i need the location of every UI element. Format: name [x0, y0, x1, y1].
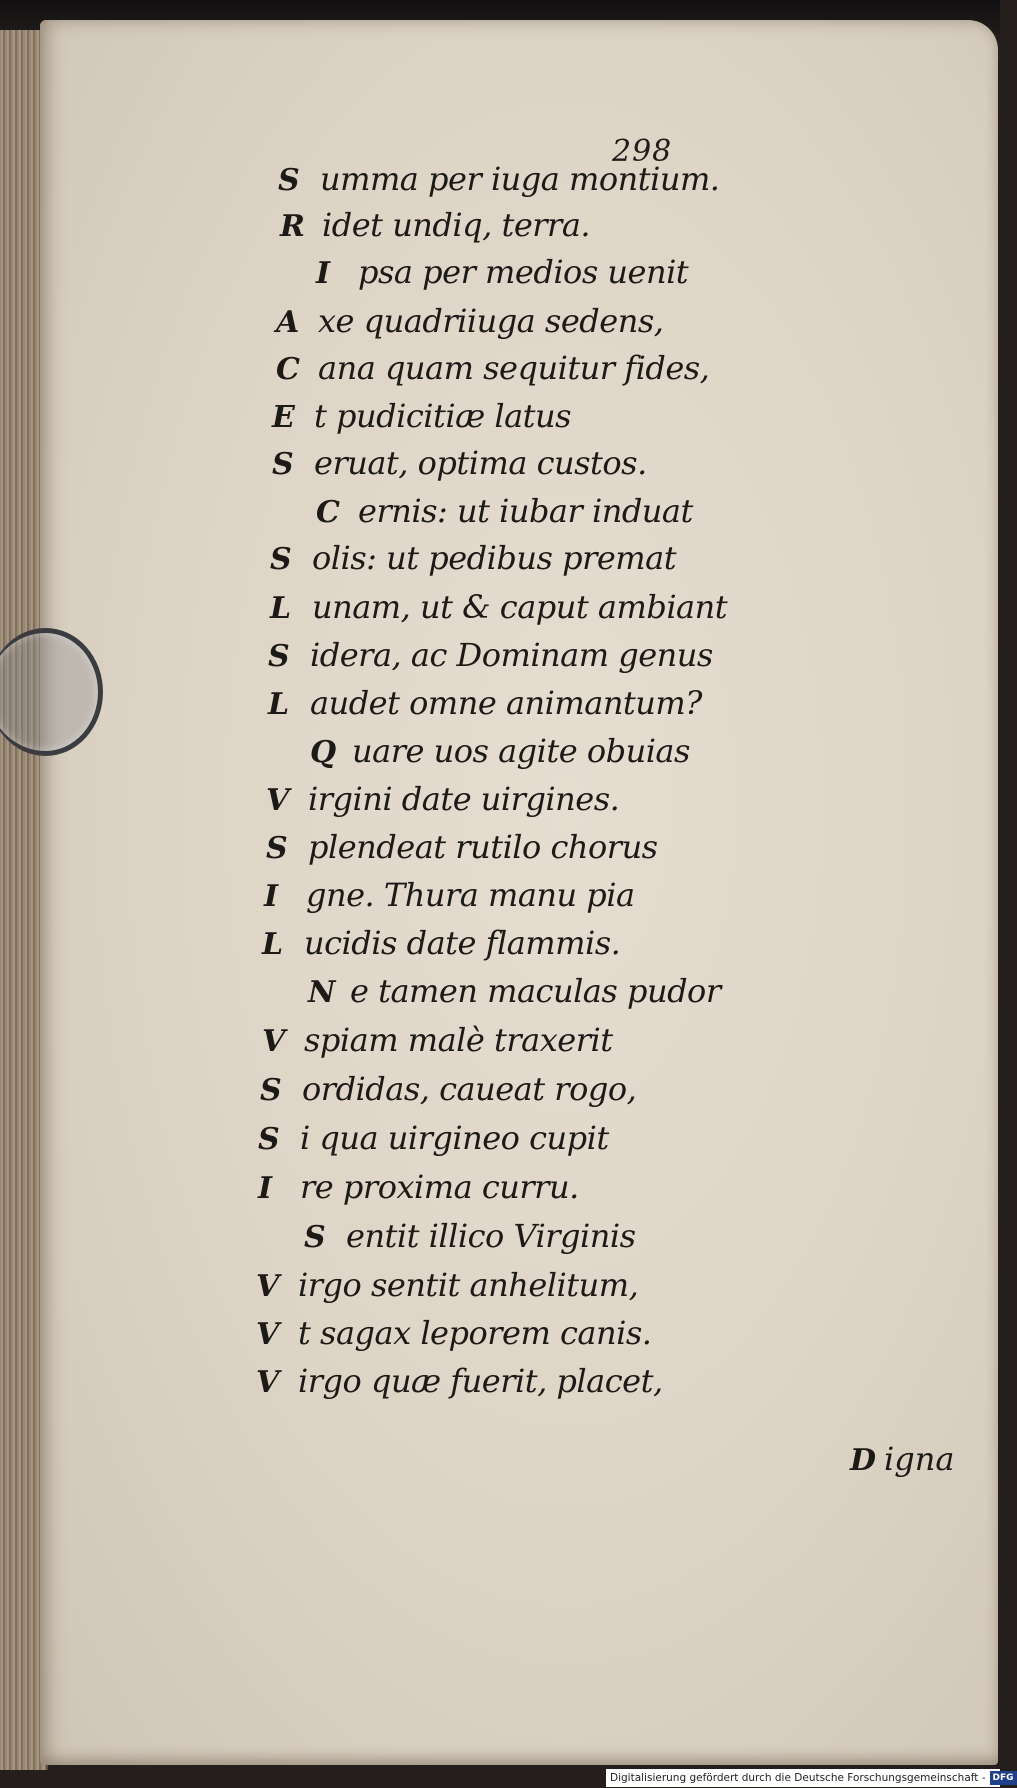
- verse-line: [268, 636, 713, 680]
- line-initial: S: [270, 542, 292, 577]
- line-text: plendeat rutilo chorus: [308, 828, 658, 866]
- line-initial: S: [304, 1220, 326, 1255]
- digitization-footer: [606, 1769, 1014, 1787]
- line-text: ordidas, caueat rogo,: [302, 1070, 637, 1108]
- line-initial: L: [268, 687, 290, 722]
- verse-line: [256, 1362, 663, 1406]
- verse-line: [266, 828, 658, 872]
- line-initial: V: [266, 783, 290, 818]
- line-initial: Q: [310, 735, 337, 770]
- verse-line: [308, 972, 721, 1016]
- line-initial: I: [264, 879, 279, 914]
- line-initial: V: [256, 1317, 280, 1352]
- line-text: idet undiq, terra.: [322, 206, 591, 244]
- verse-line: [258, 1119, 609, 1163]
- line-text: i qua uirgineo cupit: [300, 1119, 609, 1157]
- line-initial: V: [256, 1365, 280, 1400]
- verse-line: [272, 397, 571, 441]
- verse-line: [270, 588, 727, 632]
- line-initial: R: [280, 209, 305, 244]
- line-text: audet omne animantum?: [310, 684, 702, 722]
- line-initial: I: [316, 256, 331, 291]
- verse-line: [268, 684, 702, 728]
- line-text: umma per iuga montium.: [320, 160, 720, 198]
- line-initial: N: [308, 975, 336, 1010]
- footer-text: Digitalisierung gefördert durch die Deutsche Forschungsgemeinschaft -: [610, 1772, 986, 1784]
- verse-line: [304, 1217, 636, 1261]
- line-initial: E: [272, 400, 295, 435]
- verse-line: [276, 349, 709, 393]
- line-text: t sagax leporem canis.: [298, 1314, 652, 1352]
- dfg-logo-icon: DFG: [990, 1771, 1017, 1785]
- line-initial: C: [276, 352, 300, 387]
- catchword-initial: D: [850, 1443, 877, 1478]
- line-text: olis: ut pedibus premat: [312, 539, 677, 577]
- line-text: idera, ac Dominam genus: [310, 636, 713, 674]
- line-initial: S: [272, 447, 294, 482]
- line-initial: L: [262, 927, 284, 962]
- line-text: ernis: ut iubar induat: [358, 492, 693, 530]
- catchword: [850, 1440, 954, 1478]
- line-text: ucidis date flammis.: [304, 924, 621, 962]
- line-initial: L: [270, 591, 292, 626]
- verse-line: [262, 924, 620, 968]
- line-text: uare uos agite obuias: [352, 732, 690, 770]
- line-initial: A: [276, 305, 300, 340]
- line-text: entit illico Virginis: [346, 1217, 636, 1255]
- verse-line: [256, 1314, 651, 1358]
- line-text: e tamen maculas pudor: [350, 972, 721, 1010]
- line-initial: C: [316, 495, 340, 530]
- verse-line: [266, 780, 619, 824]
- verse-line: [280, 206, 590, 250]
- line-text: t pudicitiæ latus: [314, 397, 572, 435]
- verse-line: [316, 492, 693, 536]
- line-initial: V: [262, 1024, 286, 1059]
- verse-line: [272, 444, 647, 488]
- line-text: irgo sentit anhelitum,: [298, 1266, 639, 1304]
- verse-line: [316, 253, 688, 297]
- verse-line: [278, 160, 719, 204]
- line-initial: I: [258, 1171, 273, 1206]
- line-initial: S: [260, 1073, 282, 1108]
- line-initial: S: [268, 639, 290, 674]
- line-text: gne. Thura manu pia: [306, 876, 635, 914]
- verse-line: [270, 539, 676, 583]
- line-text: psa per medios uenit: [358, 253, 689, 291]
- verse-line: [260, 1070, 636, 1114]
- verse-line: [256, 1266, 638, 1310]
- line-text: xe quadriiuga sedens,: [318, 302, 664, 340]
- line-text: ana quam sequitur fides,: [318, 349, 710, 387]
- line-text: eruat, optima custos.: [314, 444, 647, 482]
- verse-line: [262, 1021, 613, 1065]
- line-text: unam, ut & caput ambiant: [312, 588, 728, 626]
- line-initial: S: [258, 1122, 280, 1157]
- line-initial: V: [256, 1269, 280, 1304]
- line-text: re proxima curru.: [300, 1168, 579, 1206]
- verse-line: [276, 302, 663, 346]
- line-text: spiam malè traxerit: [304, 1021, 613, 1059]
- verse-line: [258, 1168, 579, 1212]
- verse-line: [310, 732, 690, 776]
- catchword-text: igna: [884, 1440, 955, 1478]
- line-text: irgo quæ fuerit, placet,: [298, 1362, 663, 1400]
- line-initial: S: [266, 831, 288, 866]
- line-initial: S: [278, 163, 300, 198]
- line-text: irgini date uirgines.: [308, 780, 620, 818]
- verse-line: [264, 876, 635, 920]
- page-number: 298: [612, 134, 673, 169]
